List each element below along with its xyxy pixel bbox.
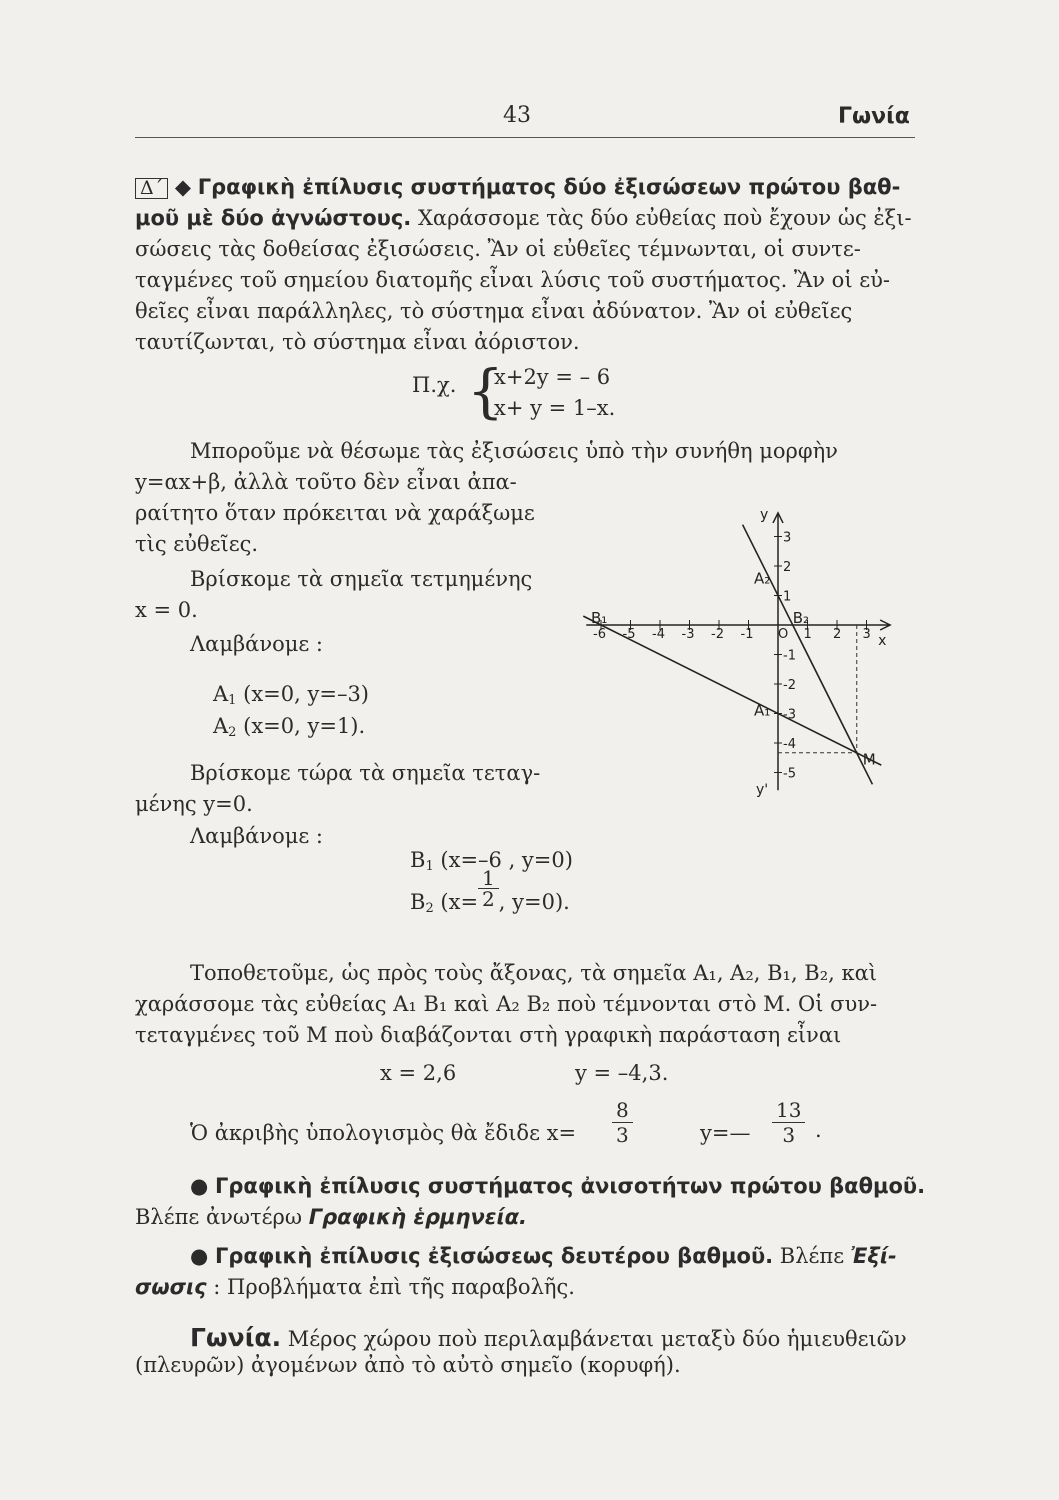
exact-x-frac: $\frac{8}{3}$ [612,1098,633,1147]
point-label: A₂ [754,569,771,588]
para-line-2: χαράσσομε τὰς εὐθείας A₁ B₁ καὶ A₂ B₂ ποὺ τέμνονται στὸ M. Οἱ συν- [135,992,878,1016]
y-tick-label: -4 [783,737,796,752]
quad-ref: σωσις : Προβλήματα ἐπὶ τῆς παραβολῆς. [135,1275,575,1299]
point-a2: $A_2$ (x=0, y=1). [213,714,366,740]
x-tick-label: 3 [862,627,871,642]
y-tick-label: -3 [783,707,796,723]
x-tick-label: -5 [622,627,636,642]
body-line-7: Λαμβάνομε : [190,632,324,656]
x-axis-label: x [878,633,887,649]
y-tick-label: -1 [783,648,796,664]
x-tick-label: -1 [740,627,754,642]
approx-x: x = 2,6 [380,1061,457,1085]
dot-bullet-icon: ● [190,1244,209,1268]
body-line-9: μένης y=0. [135,792,253,816]
point-a1: $A_1$ (x=0, y=–3) [213,682,369,708]
ineq-heading: ● Γραφικὴ ἐπίλυσις συστήματος ἀνισοτήτων πρώτου βαθμοῦ. [190,1174,926,1198]
point-label: A₁ [754,701,771,720]
intro-title-cont: μοῦ μὲ δύο ἀγνώστους. [135,206,412,230]
y-tick-label: -5 [783,766,796,782]
diamond-bullet-icon: ◆ [174,175,192,199]
x-tick-label: O [778,627,789,642]
intro-text: Χαράσσομε τὰς δύο εὐθείας ποὺ ἔχουν ὡς ἐξι- [417,206,912,230]
body-line-10: Λαμβάνομε : [190,824,324,848]
gonia-definition-1: Γωνία. Μέρος χώρου ποὺ περιλαμβάνεται μεταξὺ δύο ἡμιευθειῶν [190,1323,907,1352]
system-brace: { [467,357,504,425]
exact-y-frac: $\frac{13}{3}$ [772,1098,805,1147]
running-title: Γωνία [838,104,910,129]
section-marker: Δ΄ [135,178,168,199]
exact-end: . [815,1118,822,1142]
x-tick-label: -3 [681,627,695,642]
point-b1: $B_1$ (x=–6 , y=0) [410,848,573,874]
approx-y: y = –4,3. [575,1061,669,1085]
x-tick-label: 2 [833,627,842,642]
body-line-3: ραίτητο ὅταν πρόκειται νὰ χαράξωμε [135,501,535,525]
body-line-5: Βρίσκομε τὰ σημεῖα τετμημένης [190,567,533,591]
dot-bullet-icon: ● [190,1174,209,1198]
gonia-definition-2: (πλευρῶν) ἀγομένων ἀπὸ τὸ αὐτὸ σημεῖο (κορυφή). [135,1353,681,1377]
series-line-2 [740,525,873,785]
body-line-4: τὶς εὐθεῖες. [135,532,259,556]
para-line-3: τεταγμένες τοῦ M ποὺ διαβάζονται στὴ γραφικὴ παράσταση εἶναι [135,1023,842,1047]
equation-2: x+ y = 1–x. [494,396,616,420]
quad-heading: ● Γραφικὴ ἐπίλυσις ἐξισώσεως δευτέρου βαθμοῦ. Βλέπε Ἐξί- [190,1244,897,1268]
y-axis-label: y [760,506,769,523]
para-line-1: Τοποθετοῦμε, ὡς πρὸς τοὺς ἄξονας, τὰ σημεῖα A₁, A₂, B₁, B₂, καὶ [190,961,878,985]
intro-line-3: σώσεις τὰς δοθείσας ἐξισώσεις. Ἂν οἱ εὐθεῖες τέμνωνται, οἱ συντε- [135,237,861,261]
point-label: B₂ [792,609,810,627]
y-tick-label: 1 [783,589,792,605]
x-tick-label: -4 [652,627,665,642]
point-label: M [862,750,876,769]
intro-title: Γραφικὴ ἐπίλυσις συστήματος δύο ἐξισώσεων πρώτου βαθ- [197,175,901,199]
exact-y-pre: y=— [700,1121,751,1145]
x-tick-label: -6 [593,627,606,642]
example-label: Π.χ. [412,373,457,397]
intro-line-5: θεῖες εἶναι παράλληλες, τὸ σύστημα εἶναι ἀδύνατον. Ἂν οἱ εὐθεῖες [135,299,853,323]
body-line-8: Βρίσκομε τώρα τὰ σημεῖα τεταγ- [190,761,541,785]
x-tick-label: -2 [711,627,724,642]
exact-line: Ὁ ἀκριβὴς ὑπολογισμὸς θὰ ἔδιδε x= [190,1121,577,1145]
page-number: 43 [503,103,531,128]
body-line-2: y=αx+β, ἀλλὰ τοῦτο δὲν εἶναι ἀπα- [135,470,517,494]
point-b2: $B_2$ (x= $\frac{1}{2}$ , y=0). [410,866,570,916]
point-label: B₁ [591,609,608,627]
y-tick-label: 3 [783,530,792,546]
y-axis-neg-label: y' [756,782,769,799]
intro-line-4: ταγμένες τοῦ σημείου διατομῆς εἶναι λύσις τοῦ συστήματος. Ἂν οἱ εὐ- [135,268,890,292]
intro-line-6: ταυτίζωνται, τὸ σύστημα εἶναι ἀόριστον. [135,330,580,354]
equation-1: x+2y = – 6 [494,365,611,389]
x-tick-label: 1 [803,627,812,642]
y-tick-label: -2 [783,678,796,693]
body-line-6: x = 0. [135,598,198,622]
y-tick-label: 2 [783,560,792,575]
ineq-ref: Βλέπε ἀνωτέρω Γραφικὴ ἑρμηνεία. [135,1205,528,1229]
body-line-1: Μποροῦμε νὰ θέσωμε τὰς ἐξισώσεις ὑπὸ τὴν συνήθη μορφὴν [190,439,838,463]
